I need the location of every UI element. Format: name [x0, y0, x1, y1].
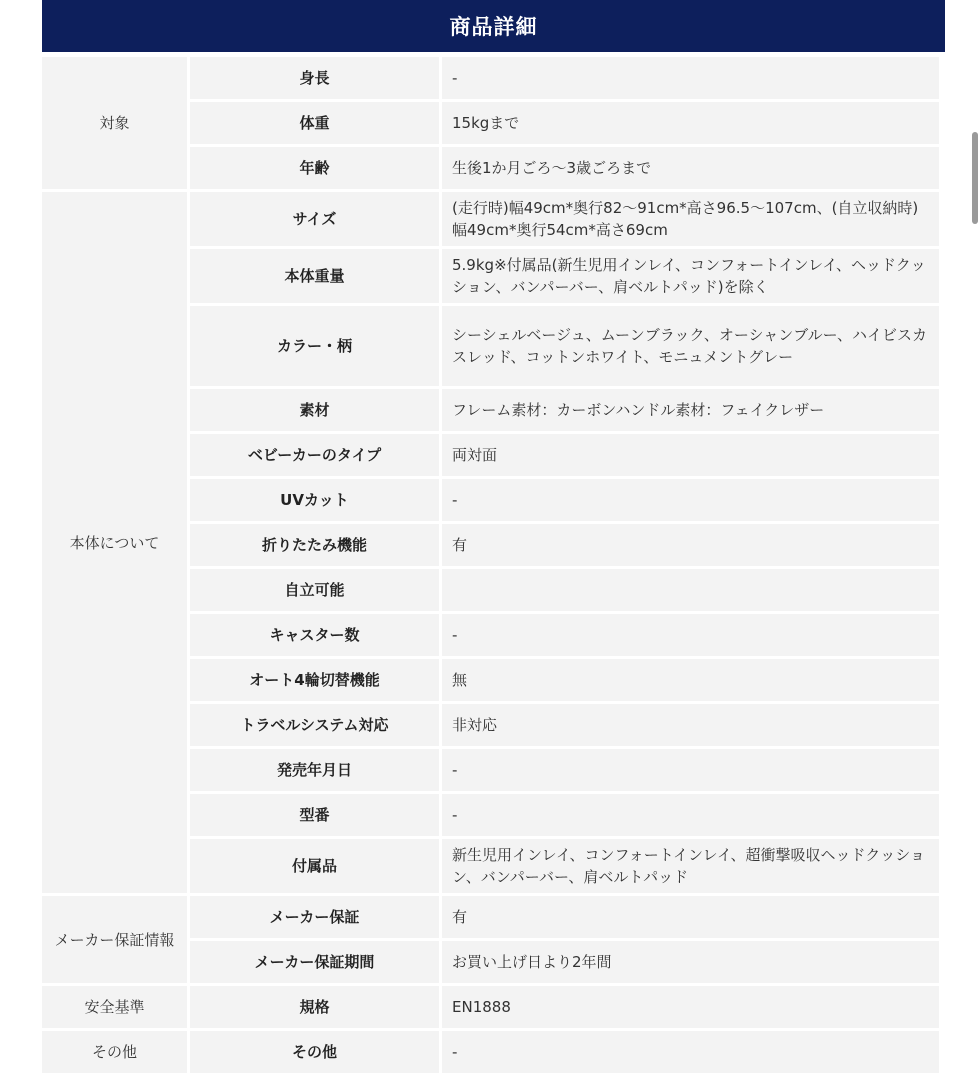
- spec-value: 無: [442, 659, 939, 701]
- spec-label: UVカット: [190, 479, 439, 521]
- spec-value: 5.9kg※付属品(新生児用インレイ、コンフォートインレイ、ヘッドクッション、バンパーバー、肩ベルトパッド)を除く: [442, 249, 939, 303]
- spec-value: [442, 569, 939, 611]
- spec-value: (走行時)幅49cm*奥行82〜91cm*高さ96.5〜107cm、(自立収納時)幅49cm*奥行54cm*高さ69cm: [442, 192, 939, 246]
- spec-label: サイズ: [190, 192, 439, 246]
- spec-value: 有: [442, 896, 939, 938]
- spec-table: [39, 54, 942, 1076]
- spec-value: -: [442, 57, 939, 99]
- spec-value: -: [442, 479, 939, 521]
- spec-value: -: [442, 794, 939, 836]
- section-header: [42, 0, 945, 52]
- spec-value: -: [442, 614, 939, 656]
- spec-label: その他: [190, 1031, 439, 1073]
- spec-label: 素材: [190, 389, 439, 431]
- spec-value: 有: [442, 524, 939, 566]
- spec-value: お買い上げ日より2年間: [442, 941, 939, 983]
- spec-value: EN1888: [442, 986, 939, 1028]
- spec-label: 本体重量: [190, 249, 439, 303]
- scrollbar[interactable]: [972, 132, 978, 224]
- table-row: [42, 192, 939, 246]
- table-row: [42, 986, 939, 1028]
- spec-label: トラベルシステム対応: [190, 704, 439, 746]
- table-row: [42, 896, 939, 938]
- category-cell: その他: [42, 1031, 187, 1073]
- spec-value: フレーム素材：カーボンハンドル素材：フェイクレザー: [442, 389, 939, 431]
- table-row: [42, 1031, 939, 1073]
- spec-label: 付属品: [190, 839, 439, 893]
- spec-label: カラー・柄: [190, 306, 439, 386]
- spec-value: 新生児用インレイ、コンフォートインレイ、超衝撃吸収ヘッドクッション、バンパーバー、肩ベルトパッド: [442, 839, 939, 893]
- spec-label: 年齢: [190, 147, 439, 189]
- spec-label: ベビーカーのタイプ: [190, 434, 439, 476]
- category-cell: 対象: [42, 57, 187, 189]
- spec-label: 体重: [190, 102, 439, 144]
- spec-label: キャスター数: [190, 614, 439, 656]
- spec-label: 身長: [190, 57, 439, 99]
- spec-label: 型番: [190, 794, 439, 836]
- spec-value: シーシェルベージュ、ムーンブラック、オーシャンブルー、ハイビスカスレッド、コットンホワイト、モニュメントグレー: [442, 306, 939, 386]
- spec-label: 規格: [190, 986, 439, 1028]
- spec-value: 15kgまで: [442, 102, 939, 144]
- category-cell: 安全基準: [42, 986, 187, 1028]
- spec-label: 自立可能: [190, 569, 439, 611]
- category-cell: 本体について: [42, 192, 187, 893]
- spec-label: 発売年月日: [190, 749, 439, 791]
- spec-value: 両対面: [442, 434, 939, 476]
- spec-label: オート4輪切替機能: [190, 659, 439, 701]
- section-title: 商品詳細: [449, 15, 538, 39]
- spec-value: 生後1か月ごろ〜3歳ごろまで: [442, 147, 939, 189]
- spec-label: メーカー保証期間: [190, 941, 439, 983]
- spec-label: メーカー保証: [190, 896, 439, 938]
- spec-label: 折りたたみ機能: [190, 524, 439, 566]
- table-row: [42, 57, 939, 99]
- spec-value: -: [442, 1031, 939, 1073]
- spec-value: -: [442, 749, 939, 791]
- category-cell: メーカー保証情報: [42, 896, 187, 983]
- spec-value: 非対応: [442, 704, 939, 746]
